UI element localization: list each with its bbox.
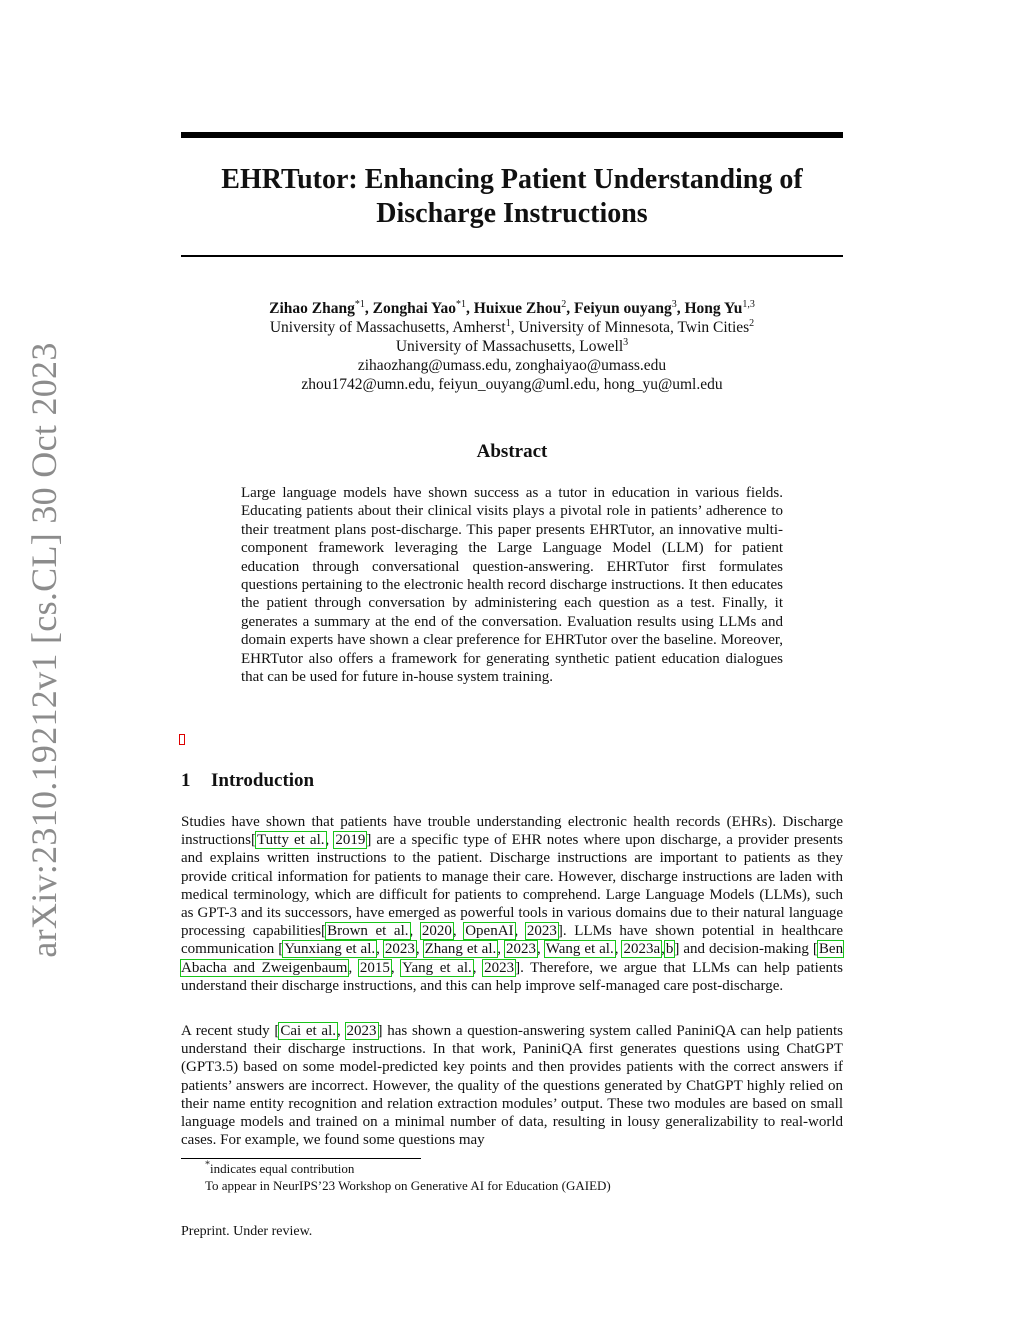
paragraph-text: ] are a specific type of EHR notes where upon discharge, a provider presents and explains written instructions to the patient. Discharge instructions are important to patients as they provide critical information for patients to manage their care. However, discharge instructions are laden with medical terminology, which are difficult for patients to comprehend. Large Language Models (LLMs), such as GPT-3 and its successors, have emerged as powerful tools in various domains due to their natural language processing capabilities[: [181, 832, 844, 940]
introduction-paragraph-1: [181, 813, 843, 995]
author-name: Feiyun ouyang: [573, 300, 672, 317]
paragraph-text: ,: [537, 941, 545, 958]
citation-link[interactable]: Yang et al.: [402, 959, 472, 976]
author-affiliation-mark: *1: [456, 298, 467, 310]
affiliation: University of Minnesota, Twin Cities: [518, 319, 750, 336]
citation-link[interactable]: Yunxiang et al.: [284, 941, 376, 958]
title-top-rule: [181, 132, 843, 138]
paragraph-text: ,: [514, 923, 526, 940]
paragraph-text: ,: [337, 1023, 346, 1039]
citation-link[interactable]: 2020: [421, 923, 452, 940]
citation-link[interactable]: b: [665, 941, 674, 958]
citation-link[interactable]: Brown et al.: [327, 923, 409, 940]
citation-link[interactable]: Cai et al.: [280, 1023, 337, 1039]
paragraph-text: ]. Therefore, we argue that LLMs can help patients understand their discharge instructions, and this can help improve self-managed care post-discharge.: [181, 959, 843, 994]
author-emails-line-2: zhou1742@umn.edu, feiyun_ouyang@uml.edu, hong_yu@uml.edu: [301, 376, 723, 393]
section-number: 1: [181, 770, 191, 791]
paragraph-text: ,: [409, 923, 421, 940]
paragraph-text: ,: [348, 959, 359, 976]
paper-title: [181, 163, 843, 231]
abstract-heading: Abstract: [476, 441, 548, 462]
affiliation-mark: 2: [749, 317, 755, 329]
affiliations-line-1: University of Massachusetts, Amherst$^1$, University of Minnesota, Twin Cities$^2$: [269, 317, 755, 336]
paragraph-text: Studies have shown that patients have trouble understanding electronic health records (EHRs). Discharge instructions[: [181, 814, 843, 849]
affiliations-line-2: [181, 337, 843, 356]
author-names: Zihao Zhang$^{*1}$, Zonghai Yao$^{*1}$, Huixue Zhou$^2$, Feiyun ouyang$^3$, Hong Yu$^{1,3}$: [269, 298, 755, 317]
author-name: Zihao Zhang: [269, 300, 355, 317]
abstract-text: Large language models have shown success as a tutor in education in various fields. Educating patients about their clinical visits plays a pivotal role in patients’ adherence to their treatment plans post-discharge. This paper presents EHRTutor, an innovative multi-component framework leveraging the Large Language Model (LLM) for patient education through conversational question-answering. EHRTutor first formulates questions pertaining to the electronic health record discharge instructions. It then educates the patient through conversation by administering each question as a test. Finally, it generates a summary at the end of the conversation. Evaluation results using LLMs and domain experts have shown a clear preference for EHRTutor over the baseline. Moreover, EHRTutor also offers a framework for generating synthetic patient education dialogues that can be used for future in-house system training.: [241, 485, 783, 686]
author-affiliation-mark: *1: [354, 298, 365, 310]
paragraph-text: ,: [390, 959, 402, 976]
paragraph-text: ,: [497, 941, 505, 958]
citation-link[interactable]: Ben Abacha and Zweigenbaum: [181, 941, 844, 976]
paragraph-text: ,: [376, 941, 384, 958]
paragraph-text: ] has shown a question-answering system called PaniniQA can help patients understand their discharge instructions. In that work, PaniniQA first generates questions using ChatGPT (GPT3.5) based on some model-predicted key points and then provides patients with the correct answers if patients’ answers are incorrect. However, the quality of the questions generated by ChatGPT highly relied on their name entity recognition and relation extraction modules’ output. These two modules are based on small language models and trained on a minimal number of data, resulting in lousy generalizability to real-world cases. For example, we found some questions may: [181, 1023, 844, 1149]
citation-link[interactable]: OpenAI: [465, 923, 514, 940]
footnote-text: indicates equal contribution: [210, 1161, 355, 1176]
paragraph-text: ,: [415, 941, 424, 958]
affiliation: University of Massachusetts, Lowell: [395, 338, 624, 355]
affiliation-mark: 3: [623, 336, 629, 348]
paragraph-text: ,: [614, 941, 623, 958]
author-emails-line-1: zihaozhang@umass.edu, zonghaiyao@umass.edu: [357, 357, 667, 374]
section-title: Introduction: [211, 770, 315, 791]
title-bottom-rule: [181, 255, 843, 257]
author-name: Hong Yu: [684, 300, 743, 317]
footnote-rule: [181, 1158, 421, 1159]
paragraph-text: ,: [472, 959, 484, 976]
author-affiliation-mark: 2: [561, 298, 567, 310]
author-name: Huixue Zhou: [473, 300, 562, 317]
paragraph-text: ,: [325, 832, 335, 849]
link-marker[interactable]: [179, 734, 185, 745]
paragraph-text: A recent study [: [181, 1023, 280, 1039]
preprint-footer: Preprint. Under review.: [181, 1224, 313, 1239]
citation-link[interactable]: 2023: [526, 923, 557, 940]
arxiv-identifier-stamp[interactable]: arXiv:2310.19212v1 [cs.CL] 30 Oct 2023: [24, 342, 64, 958]
paragraph-text: ,: [452, 923, 465, 940]
affiliation: University of Massachusetts, Amherst: [269, 319, 506, 336]
footnote-venue: To appear in NeurIPS’23 Workshop on Generative AI for Education (GAIED): [205, 1178, 611, 1193]
citation-link[interactable]: 2015: [359, 959, 390, 976]
citation-link[interactable]: 2023: [506, 941, 536, 958]
footnote-mark: *: [205, 1159, 210, 1171]
author-name: Zonghai Yao: [372, 300, 457, 317]
citation-link[interactable]: Tutty et al.: [257, 832, 325, 849]
citation-link[interactable]: Wang et al.: [545, 941, 614, 958]
paragraph-text: ,: [661, 941, 665, 958]
citation-link[interactable]: 2023: [346, 1023, 377, 1039]
title-line-2: Discharge Instructions: [376, 198, 648, 229]
citation-link[interactable]: 2023: [384, 941, 415, 958]
citation-link[interactable]: 2023: [484, 959, 515, 976]
citation-link[interactable]: 2019: [335, 832, 366, 849]
paragraph-text: ]. LLMs have shown potential in healthcare communication [: [181, 923, 844, 958]
paragraph-text: ] and decision-making [: [674, 941, 818, 958]
affiliation-mark: 1: [505, 317, 511, 329]
introduction-paragraph-2: [181, 1022, 843, 1149]
author-affiliation-mark: 1,3: [742, 298, 755, 310]
footnote-equal-contribution: [205, 1161, 354, 1177]
section-heading-introduction: [181, 770, 314, 792]
author-block: [181, 299, 843, 394]
author-affiliation-mark: 3: [671, 298, 677, 310]
citation-link[interactable]: 2023a: [623, 941, 661, 958]
citation-link[interactable]: Zhang et al.: [424, 941, 497, 958]
title-line-1: EHRTutor: Enhancing Patient Understanding of: [221, 164, 803, 195]
